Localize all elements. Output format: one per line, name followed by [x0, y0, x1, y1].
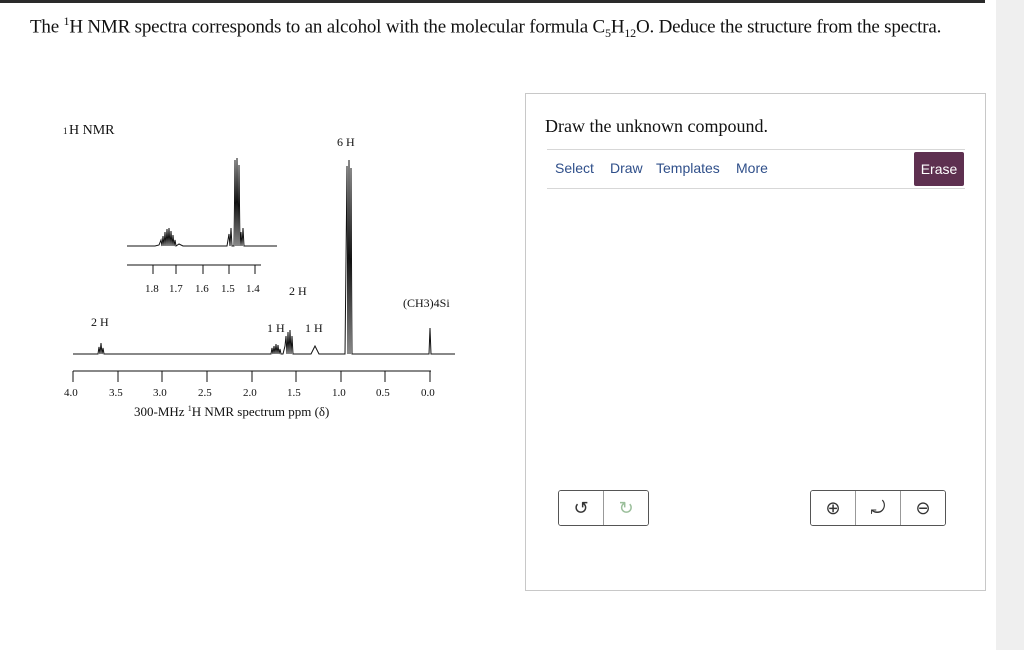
top-divider: [0, 0, 985, 3]
draw-title: Draw the unknown compound.: [545, 116, 768, 136]
zoom-out-icon[interactable]: ⊖: [901, 491, 945, 525]
nmr-label-sup: 1: [63, 126, 68, 136]
right-scroll-panel: [996, 0, 1024, 650]
peak-label-2h: 2 H: [289, 284, 307, 298]
redo-icon[interactable]: ↻: [604, 491, 648, 525]
inset-tick-label: 1.4: [246, 283, 260, 295]
templates-tool[interactable]: Templates: [656, 160, 720, 176]
x-axis-label: 300-MHz $^1$H NMR spectrum ppm (δ): [134, 404, 330, 419]
inset-tick-label: 1.8: [145, 283, 159, 295]
x-tick-label: 1.5: [287, 387, 301, 399]
x-tick-label: 0.5: [376, 387, 390, 399]
peak-label-2h-left: 2 H: [91, 315, 109, 329]
zoom-group: [810, 490, 946, 526]
inset-trace: [127, 158, 277, 246]
x-tick-label: 2.5: [198, 387, 212, 399]
peak-label-1h: 1 H: [305, 321, 323, 335]
main-trace: [73, 160, 455, 354]
x-tick-label: 2.0: [243, 387, 257, 399]
question-text: The $^1$H NMR spectra corresponds to an alcohol with the molecular formula $C_5H_{12}O$. Deduce the structure from the spectra.: [30, 14, 942, 41]
peak-label-6h: 6 H: [337, 135, 355, 149]
x-tick-label: 0.0: [421, 387, 435, 399]
drawing-toolbar: [547, 149, 965, 189]
drawing-panel[interactable]: [525, 93, 986, 591]
more-tool[interactable]: More: [736, 160, 768, 176]
x-tick-label: 4.0: [64, 387, 78, 399]
undo-redo-group: [558, 490, 649, 526]
draw-tool[interactable]: Draw: [610, 160, 643, 176]
inset-tick-label: 1.7: [169, 283, 183, 295]
select-tool[interactable]: Select: [555, 160, 594, 176]
erase-button[interactable]: Erase: [914, 152, 964, 186]
peak-label-tms: (CH3)4Si: [403, 296, 450, 310]
x-tick-label: 3.0: [153, 387, 167, 399]
x-tick-label: 1.0: [332, 387, 346, 399]
nmr-spectrum: [55, 110, 475, 430]
x-tick-label: 3.5: [109, 387, 123, 399]
zoom-reset-icon[interactable]: ⤾: [856, 491, 901, 525]
inset-tick-label: 1.6: [195, 283, 209, 295]
zoom-in-icon[interactable]: ⊕: [811, 491, 856, 525]
inset-tick-label: 1.5: [221, 283, 235, 295]
nmr-label: H NMR: [69, 123, 115, 138]
undo-icon[interactable]: ↺: [559, 491, 604, 525]
peak-label-1h: 1 H: [267, 321, 285, 335]
